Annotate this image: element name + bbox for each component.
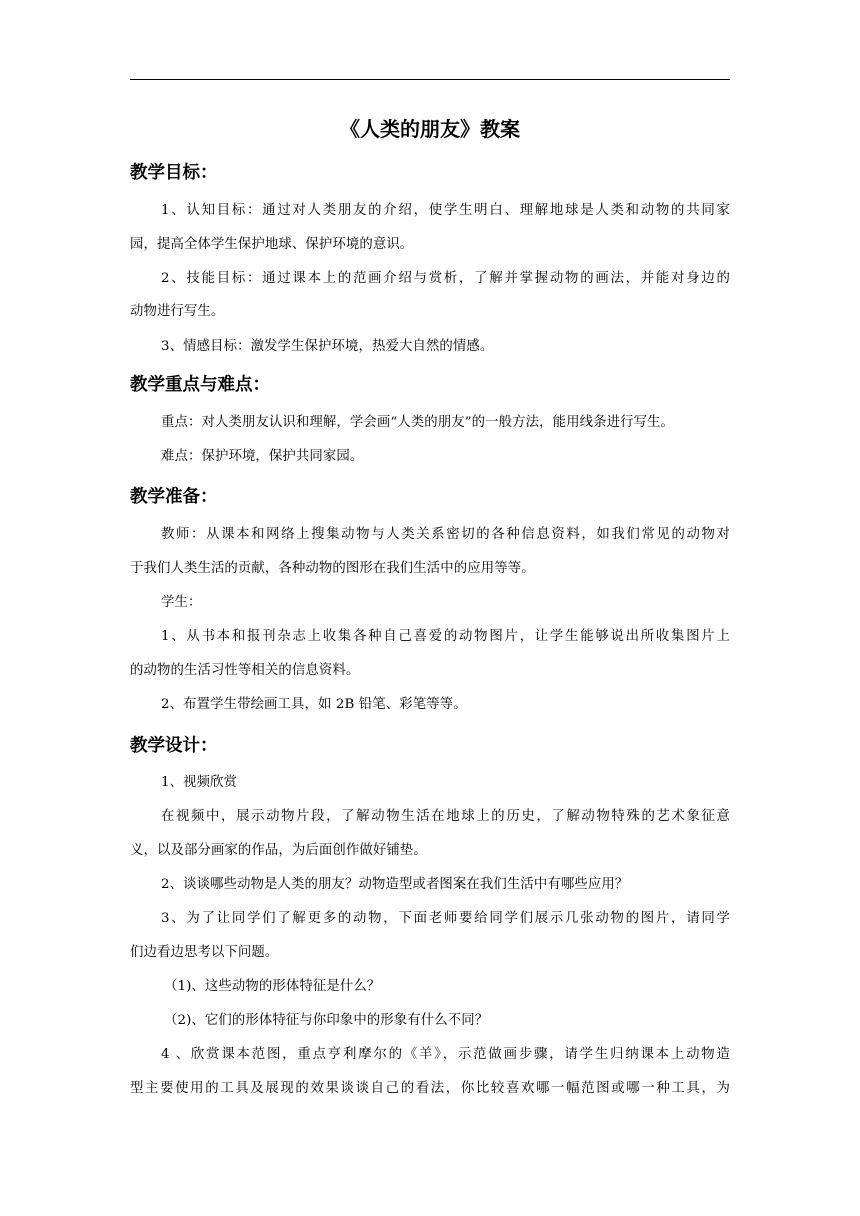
goal-2-line-1: 2、技能目标：通过课本上的范画介绍与赏析，了解并掌握动物的画法，并能对身边的	[161, 271, 730, 286]
header-rule	[130, 79, 730, 80]
design-step-3-line-2: 们边看边思考以下问题。	[130, 945, 279, 960]
design-question-1: （1)、这些动物的形体特征是什么？	[164, 979, 381, 994]
preparation-teacher-line-2: 于我们人类生活的贡献，各种动物的图形在我们生活中的应用等等。	[130, 561, 535, 576]
design-question-2: （2)、它们的形体特征与你印象中的形象有什么不同？	[164, 1013, 489, 1028]
section-heading-design: 教学设计：	[130, 736, 218, 756]
design-step-3-line-1: 3、为了让同学们了解更多的动物，下面老师要给同学们展示几张动物的图片，请同学	[161, 911, 730, 926]
goal-1-line-1: 1、认知目标：通过对人类朋友的介绍，使学生明白、理解地球是人类和动物的共同家	[161, 203, 730, 218]
design-step-1-text-line-1: 在视频中，展示动物片段，了解动物生活在地球上的历史，了解动物特殊的艺术象征意	[161, 809, 730, 824]
design-step-1: 1、视频欣赏	[161, 775, 238, 790]
section-heading-goals: 教学目标：	[130, 163, 218, 183]
section-heading-preparation: 教学准备：	[130, 487, 218, 507]
section-heading-key-points: 教学重点与难点：	[130, 375, 270, 395]
design-step-4-line-1: 4 、欣赏课本范图，重点亨利摩尔的《羊》，示范做画步骤，请学生归纳课本上动物造	[161, 1047, 730, 1062]
preparation-student-item-1-line-1: 1、从书本和报刊杂志上收集各种自己喜爱的动物图片，让学生能够说出所收集图片上	[161, 629, 730, 644]
preparation-student-item-2: 2、布置学生带绘画工具，如 2B 铅笔、彩笔等等。	[161, 697, 467, 712]
goal-1-line-2: 园，提高全体学生保护地球、保护环境的意识。	[130, 237, 414, 252]
preparation-student-label: 学生：	[161, 595, 202, 610]
preparation-student-item-1-line-2: 的动物的生活习性等相关的信息资料。	[130, 663, 360, 678]
key-point-difficulty: 难点：保护环境，保护共同家园。	[161, 449, 364, 464]
goal-2-line-2: 动物进行写生。	[130, 304, 225, 319]
document-title: 《人类的朋友》教案	[340, 117, 520, 141]
goal-3-line-1: 3、情感目标：激发学生保护环境，热爱大自然的情感。	[161, 339, 494, 354]
preparation-teacher-line-1: 教师：从课本和网络上搜集动物与人类关系密切的各种信息资料，如我们常见的动物对	[161, 527, 730, 542]
design-step-1-text-line-2: 义，以及部分画家的作品，为后面创作做好铺垫。	[130, 843, 427, 858]
design-step-2: 2、谈谈哪些动物是人类的朋友？动物造型或者图案在我们生活中有哪些应用？	[161, 877, 629, 892]
design-step-4-line-2: 型主要使用的工具及展现的效果谈谈自己的看法，你比较喜欢哪一幅范图或哪一种工具，为	[130, 1081, 730, 1096]
key-point-focus: 重点：对人类朋友认识和理解，学会画“人类的朋友”的一般方法，能用线条进行写生。	[161, 415, 675, 430]
